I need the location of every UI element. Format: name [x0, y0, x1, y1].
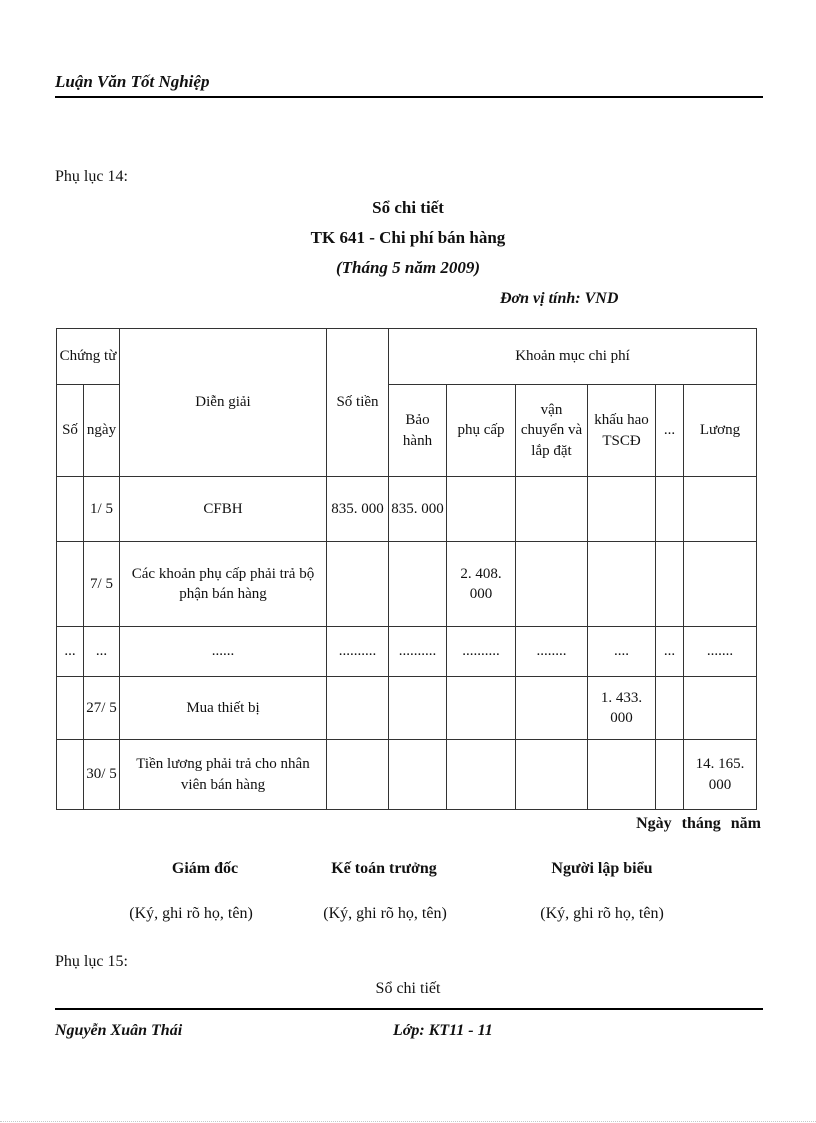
ledger-table — [56, 328, 757, 810]
footer-class: Lớp: KT11 - 11 — [393, 1022, 493, 1039]
footer-author: Nguyễn Xuân Thái — [55, 1022, 183, 1039]
currency-unit: Đơn vị tính: VND — [500, 290, 619, 307]
header-amount: Số tiền — [327, 329, 389, 477]
footer-rule — [55, 1008, 763, 1010]
cell-salary — [684, 677, 757, 740]
cell-date: 30/ 5 — [84, 740, 120, 810]
cell-transport: ........ — [516, 627, 588, 677]
cell-amount: .......... — [327, 627, 389, 677]
cell-transport — [516, 542, 588, 627]
cell-warranty — [389, 542, 447, 627]
cell-no — [57, 542, 84, 627]
period-title: (Tháng 5 năm 2009) — [335, 258, 481, 277]
cell-salary: 14. 165. 000 — [684, 740, 757, 810]
cell-allowance — [447, 477, 516, 542]
table-row — [57, 627, 757, 677]
appendix-14-label: Phụ lục 14: — [55, 168, 128, 185]
cell-transport — [516, 740, 588, 810]
director-title: Giám đốc — [171, 860, 239, 877]
cell-no — [57, 477, 84, 542]
cell-description: Tiền lương phải trả cho nhân viên bán hàng — [120, 740, 327, 810]
preparer-sign-note: (Ký, ghi rõ họ, tên) — [540, 905, 664, 922]
table-row — [57, 677, 757, 740]
cell-amount — [327, 677, 389, 740]
cell-allowance: .......... — [447, 627, 516, 677]
header-transport: vận chuyển và lắp đặt — [516, 385, 588, 477]
appendix-15-title: Sổ chi tiết — [375, 980, 441, 997]
cell-warranty — [389, 740, 447, 810]
cell-no — [57, 740, 84, 810]
cell-warranty: 835. 000 — [389, 477, 447, 542]
cell-description: ...... — [120, 627, 327, 677]
cell-no: ... — [57, 627, 84, 677]
cell-other — [656, 477, 684, 542]
cell-depreciation — [588, 542, 656, 627]
cell-depreciation — [588, 740, 656, 810]
cell-allowance — [447, 740, 516, 810]
director-sign-note: (Ký, ghi rõ họ, tên) — [129, 905, 253, 922]
cell-amount — [327, 740, 389, 810]
cell-amount: 835. 000 — [327, 477, 389, 542]
cell-other — [656, 677, 684, 740]
cell-transport — [516, 677, 588, 740]
header-allowance: phụ cấp — [447, 385, 516, 477]
running-header-title: Luận Văn Tốt Nghiệp — [55, 72, 210, 91]
cell-other — [656, 740, 684, 810]
cell-other: ... — [656, 627, 684, 677]
cell-date: ... — [84, 627, 120, 677]
table-row — [57, 477, 757, 542]
cell-description: Các khoản phụ cấp phải trả bộ phận bán hàng — [120, 542, 327, 627]
cell-date: 27/ 5 — [84, 677, 120, 740]
header-rule — [55, 96, 763, 98]
account-title: TK 641 - Chi phí bán hàng — [310, 228, 506, 247]
cell-warranty — [389, 677, 447, 740]
preparer-title: Người lập biểu — [551, 860, 653, 877]
header-description: Diễn giải — [120, 329, 327, 477]
table-row — [57, 542, 757, 627]
cell-other — [656, 542, 684, 627]
cell-depreciation: 1. 433. 000 — [588, 677, 656, 740]
table-row — [57, 740, 757, 810]
cell-description: CFBH — [120, 477, 327, 542]
signature-date-line: Ngày tháng năm — [636, 815, 761, 832]
cell-date: 7/ 5 — [84, 542, 120, 627]
cell-amount — [327, 542, 389, 627]
header-cost-items: Khoản mục chi phí — [389, 329, 757, 385]
header-warranty: Bảo hành — [389, 385, 447, 477]
cell-depreciation: .... — [588, 627, 656, 677]
header-voucher-date: ngày — [84, 385, 120, 477]
cell-salary — [684, 477, 757, 542]
appendix-15-label: Phụ lục 15: — [55, 953, 128, 970]
header-depreciation: khấu hao TSCĐ — [588, 385, 656, 477]
cell-no — [57, 677, 84, 740]
cell-salary: ....... — [684, 627, 757, 677]
cell-date: 1/ 5 — [84, 477, 120, 542]
cell-transport — [516, 477, 588, 542]
cell-warranty: .......... — [389, 627, 447, 677]
cell-description: Mua thiết bị — [120, 677, 327, 740]
header-other: ... — [656, 385, 684, 477]
ledger-title: Sổ chi tiết — [372, 198, 444, 217]
header-voucher-no: Số — [57, 385, 84, 477]
chief-accountant-sign-note: (Ký, ghi rõ họ, tên) — [323, 905, 447, 922]
header-voucher: Chứng từ — [57, 329, 120, 385]
cell-allowance — [447, 677, 516, 740]
cell-allowance: 2. 408. 000 — [447, 542, 516, 627]
header-salary: Lương — [684, 385, 757, 477]
cell-salary — [684, 542, 757, 627]
page-edge-dotted-line — [0, 1121, 816, 1122]
chief-accountant-title: Kế toán trưởng — [331, 860, 437, 877]
cell-depreciation — [588, 477, 656, 542]
